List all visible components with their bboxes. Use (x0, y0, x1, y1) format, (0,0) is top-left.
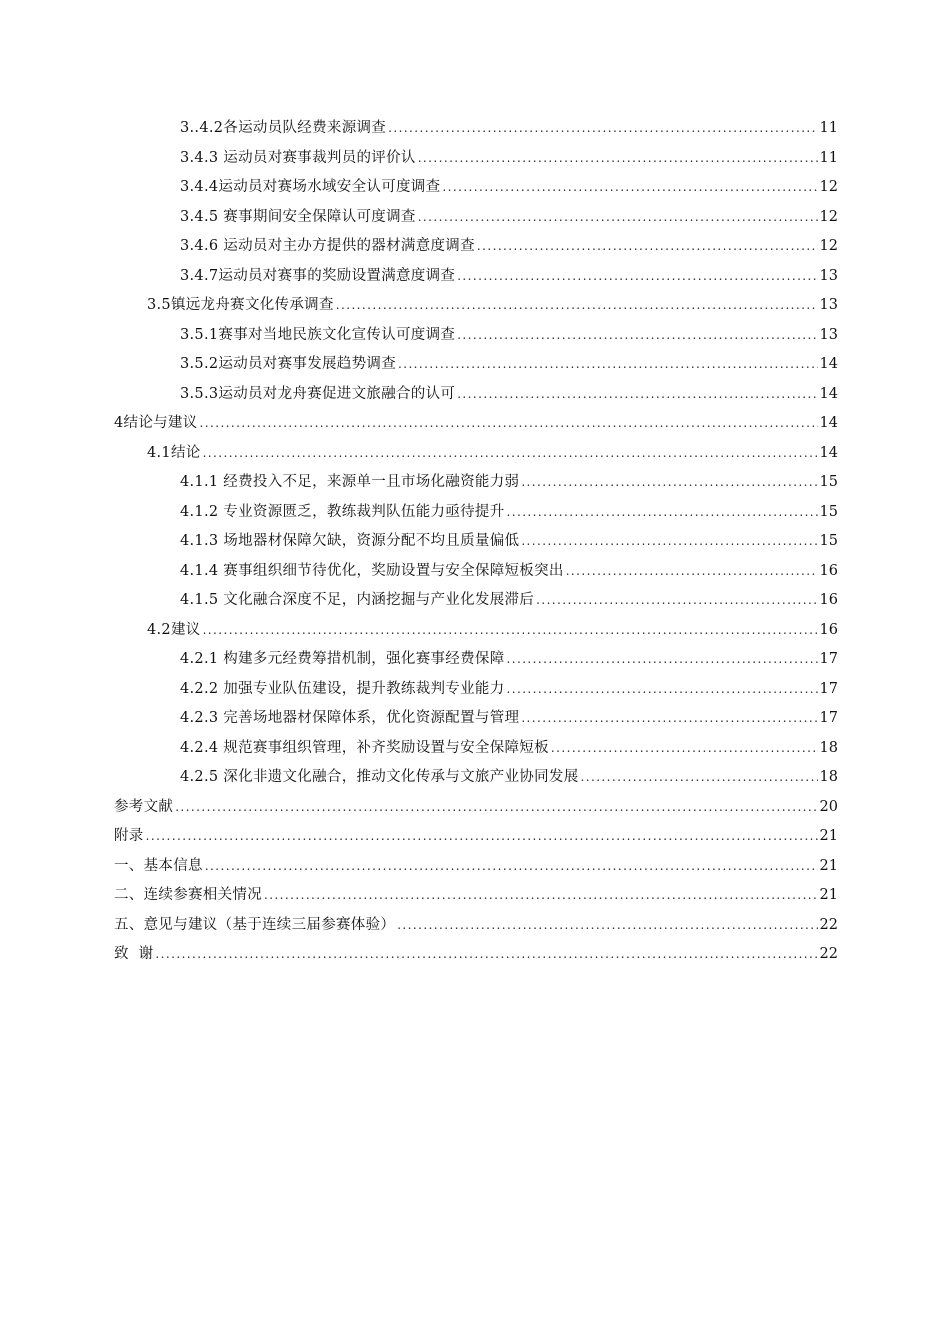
toc-entry-title: 3.5镇远龙舟赛文化传承调查 (147, 297, 334, 313)
toc-entry-title: 4.2.2 加强专业队伍建设，提升教练裁判专业能力 (180, 680, 505, 697)
toc-entry-page: 18 (819, 769, 838, 785)
toc-entry-title: 4.2建议 (147, 621, 201, 638)
toc-entry[interactable] (114, 175, 838, 205)
toc-entry-title: 3.4.6 运动员对主办方提供的器材满意度调查 (180, 238, 475, 254)
toc-entry-page: 17 (819, 651, 838, 667)
toc-entry-title: 3.4.4运动员对赛场水域安全认可度调查 (180, 179, 441, 195)
toc-dot-leader (203, 446, 818, 460)
toc-entry-title: 4.2.5 深化非遗文化融合，推动文化传承与文旅产业协同发展 (180, 769, 579, 785)
toc-entry[interactable] (114, 264, 838, 294)
toc-entry-page: 17 (819, 710, 838, 726)
toc-entry-title: 致 谢 (114, 946, 154, 962)
toc-entry[interactable] (114, 293, 838, 323)
toc-entry[interactable] (114, 854, 838, 884)
toc-entry[interactable] (114, 765, 838, 795)
toc-entry-page: 14 (819, 385, 838, 402)
toc-entry-title: 3..4.2各运动员队经费来源调查 (180, 120, 387, 136)
toc-dot-leader (203, 623, 818, 637)
toc-dot-leader (264, 888, 818, 902)
toc-entry-title: 3.4.7运动员对赛事的奖励设置满意度调查 (180, 267, 456, 284)
toc-entry[interactable] (114, 470, 838, 500)
toc-entry-title: 3.5.1赛事对当地民族文化宣传认可度调查 (180, 326, 456, 343)
toc-dot-leader (521, 534, 817, 548)
toc-dot-leader (457, 269, 817, 283)
toc-entry[interactable] (114, 942, 838, 972)
toc-entry-page: 12 (819, 238, 838, 254)
toc-dot-leader (442, 180, 817, 194)
toc-entry-page: 22 (819, 946, 838, 962)
toc-entry-page: 21 (819, 887, 838, 903)
toc-entry-title: 4.2.3 完善场地器材保障体系，优化资源配置与管理 (180, 710, 520, 726)
toc-dot-leader (521, 711, 817, 725)
toc-entry[interactable] (114, 706, 838, 736)
toc-entry-page: 16 (819, 621, 838, 638)
toc-entry-title: 3.5.2运动员对赛事发展趋势调查 (180, 356, 396, 372)
toc-entry[interactable] (114, 205, 838, 235)
toc-entry[interactable] (114, 618, 838, 648)
toc-dot-leader (507, 652, 818, 666)
toc-dot-leader (521, 475, 817, 489)
toc-entry-title: 4.1.5 文化融合深度不足，内涵挖掘与产业化发展滞后 (180, 592, 535, 608)
toc-entry[interactable] (114, 824, 838, 854)
toc-entry-title: 4.1.2 专业资源匮乏，教练裁判队伍能力亟待提升 (180, 503, 505, 520)
toc-entry[interactable] (114, 529, 838, 559)
toc-entry-page: 13 (819, 297, 838, 313)
toc-entry-title: 4.2.4 规范赛事组织管理，补齐奖励设置与安全保障短板 (180, 739, 549, 756)
toc-entry[interactable] (114, 588, 838, 618)
toc-dot-leader (457, 328, 817, 342)
toc-entry[interactable] (114, 234, 838, 264)
toc-entry-page: 14 (819, 356, 838, 372)
toc-entry-title: 参考文献 (114, 798, 174, 815)
toc-entry-page: 12 (819, 208, 838, 225)
toc-entry-title: 3.4.5 赛事期间安全保障认可度调查 (180, 208, 416, 225)
toc-dot-leader (397, 918, 817, 932)
toc-entry-title: 五、意见与建议（基于连续三届参赛体验） (114, 916, 396, 933)
toc-entry-title: 4.1结论 (147, 444, 201, 461)
toc-dot-leader (507, 505, 818, 519)
toc-dot-leader (205, 859, 818, 873)
toc-dot-leader (388, 121, 817, 135)
toc-entry-title: 4.1.3 场地器材保障欠缺，资源分配不均且质量偏低 (180, 533, 520, 549)
toc-entry[interactable] (114, 382, 838, 412)
toc-entry-page: 22 (819, 916, 838, 933)
toc-entry-title: 附录 (114, 828, 144, 844)
toc-entry-page: 14 (819, 444, 838, 461)
toc-dot-leader (457, 387, 817, 401)
toc-entry[interactable] (114, 116, 838, 146)
toc-entry-title: 一、基本信息 (114, 857, 203, 874)
toc-dot-leader (507, 682, 818, 696)
toc-entry[interactable] (114, 500, 838, 530)
toc-dot-leader (536, 593, 817, 607)
table-of-contents (114, 116, 838, 972)
toc-entry-title: 3.4.3 运动员对赛事裁判员的评价认 (180, 149, 416, 166)
toc-entry[interactable] (114, 146, 838, 176)
toc-entry-page: 14 (819, 415, 838, 431)
toc-entry-page: 16 (819, 562, 838, 579)
toc-entry-page: 21 (819, 857, 838, 874)
toc-entry[interactable] (114, 795, 838, 825)
toc-entry[interactable] (114, 411, 838, 441)
toc-dot-leader (551, 741, 818, 755)
toc-entry-page: 11 (819, 120, 838, 136)
toc-entry-page: 15 (819, 503, 838, 520)
toc-entry-title: 二、连续参赛相关情况 (114, 887, 262, 903)
toc-dot-leader (566, 564, 818, 578)
toc-dot-leader (581, 770, 818, 784)
toc-entry[interactable] (114, 559, 838, 589)
toc-entry-page: 15 (819, 474, 838, 490)
toc-entry[interactable] (114, 647, 838, 677)
toc-entry[interactable] (114, 883, 838, 913)
toc-entry-page: 17 (819, 680, 838, 697)
toc-entry-title: 4.1.4 赛事组织细节待优化，奖励设置与安全保障短板突出 (180, 562, 564, 579)
toc-dot-leader (477, 239, 818, 253)
toc-entry-page: 18 (819, 739, 838, 756)
toc-entry-title: 4结论与建议 (114, 415, 198, 431)
toc-entry[interactable] (114, 352, 838, 382)
toc-dot-leader (336, 298, 818, 312)
toc-entry-page: 21 (819, 828, 838, 844)
toc-entry[interactable] (114, 736, 838, 766)
toc-entry-title: 3.5.3运动员对龙舟赛促进文旅融合的认可 (180, 385, 456, 402)
toc-entry[interactable] (114, 913, 838, 943)
toc-dot-leader (398, 357, 818, 371)
toc-dot-leader (175, 800, 817, 814)
toc-dot-leader (146, 829, 818, 843)
toc-dot-leader (155, 947, 817, 961)
toc-entry-title: 4.2.1 构建多元经费筹措机制，强化赛事经费保障 (180, 651, 505, 667)
toc-dot-leader (418, 210, 818, 224)
toc-dot-leader (200, 416, 818, 430)
toc-entry-page: 20 (819, 798, 838, 815)
toc-entry-page: 13 (819, 267, 838, 284)
toc-entry-page: 12 (819, 179, 838, 195)
toc-entry-title: 4.1.1 经费投入不足，来源单一且市场化融资能力弱 (180, 474, 520, 490)
toc-entry[interactable] (114, 441, 838, 471)
toc-dot-leader (418, 151, 818, 165)
toc-entry[interactable] (114, 677, 838, 707)
toc-entry-page: 13 (819, 326, 838, 343)
toc-entry-page: 11 (819, 149, 838, 166)
toc-entry[interactable] (114, 323, 838, 353)
toc-entry-page: 15 (819, 533, 838, 549)
toc-entry-page: 16 (819, 592, 838, 608)
